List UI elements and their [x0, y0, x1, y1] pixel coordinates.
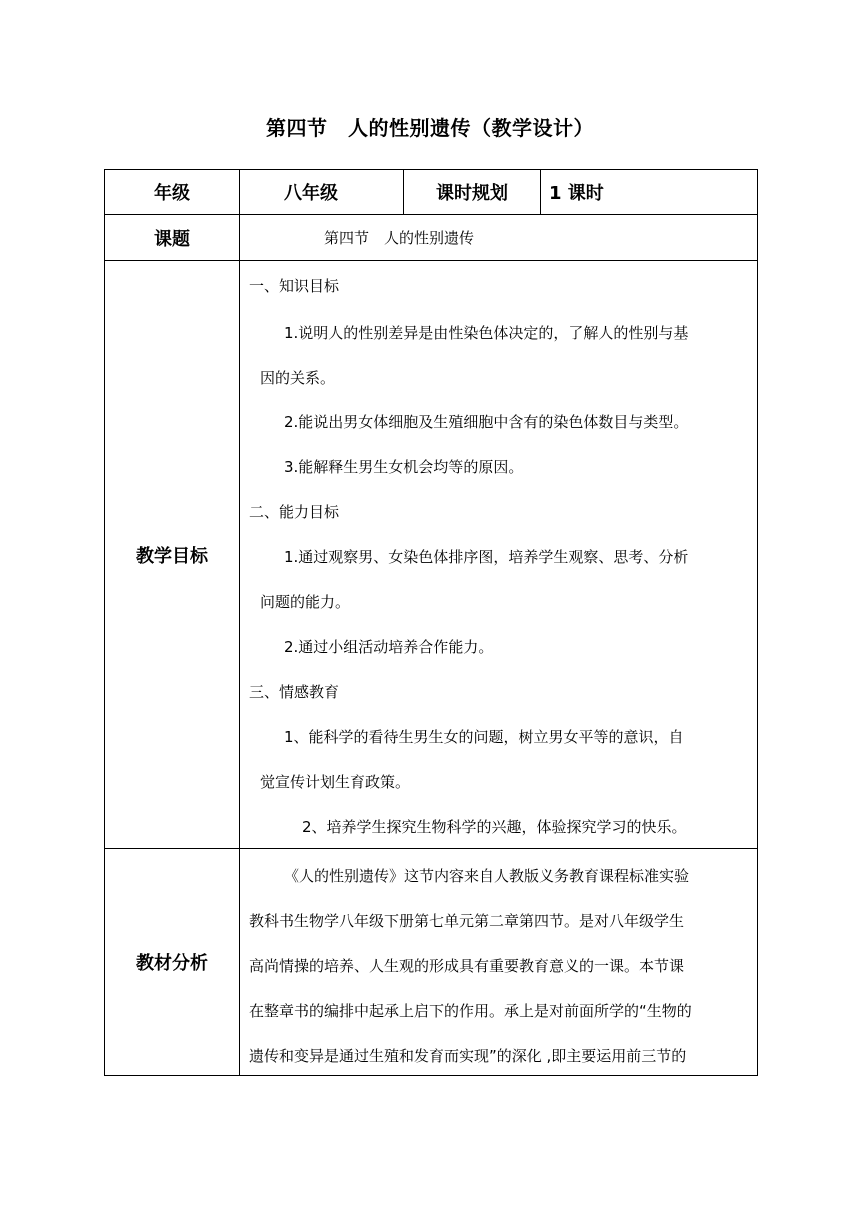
goals-line: 1、能科学的看待生男生女的问题，树立男女平等的意识，自	[284, 728, 684, 746]
goals-line: 2.能说出男女体细胞及生殖细胞中含有的染色体数目与类型。	[284, 413, 689, 431]
goals-heading-ability: 二、能力目标	[249, 503, 340, 521]
topic-row	[105, 215, 758, 261]
goals-line: 3.能解释生男生女机会均等的原因。	[284, 458, 524, 476]
goals-line: 2.通过小组活动培养合作能力。	[284, 638, 494, 656]
document-title: 第四节 人的性别遗传（教学设计）	[266, 116, 594, 140]
analysis-line: 遗传和变异是通过生殖和发育而实现”的深化 ,即主要运用前三节的	[249, 1047, 687, 1065]
goals-row	[105, 261, 758, 849]
goals-content	[240, 261, 757, 848]
goals-line: 2、培养学生探究生物科学的兴趣，体验探究学习的快乐。	[302, 818, 687, 836]
analysis-line: 高尚情操的培养、人生观的形成具有重要教育意义的一课。本节课	[249, 957, 685, 975]
grade-row	[105, 170, 758, 215]
analysis-content	[240, 849, 757, 1075]
analysis-line: 在整章书的编排中起承上启下的作用。承上是对前面所学的“生物的	[249, 1002, 692, 1020]
goals-line: 1.通过观察男、女染色体排序图，培养学生观察、思考、分析	[284, 548, 689, 566]
period-value: 1 课时	[541, 170, 758, 215]
analysis-line: 教科书生物学八年级下册第七单元第二章第四节。是对八年级学生	[249, 912, 685, 930]
goals-line: 觉宣传计划生育政策。	[260, 773, 411, 791]
grade-label: 年级	[105, 170, 240, 215]
goals-heading-knowledge: 一、知识目标	[249, 277, 340, 295]
goals-line: 因的关系。	[260, 369, 336, 387]
grade-value: 八年级	[240, 170, 404, 215]
lesson-plan-table	[104, 169, 758, 1076]
analysis-label: 教材分析	[105, 849, 240, 1076]
goals-line: 1.说明人的性别差异是由性染色体决定的，了解人的性别与基	[284, 324, 689, 342]
topic-label: 课题	[105, 215, 240, 261]
topic-value: 第四节 人的性别遗传	[240, 215, 758, 261]
goals-label: 教学目标	[105, 261, 240, 849]
period-label: 课时规划	[404, 170, 541, 215]
goals-line: 问题的能力。	[260, 593, 351, 611]
analysis-line: 《人的性别遗传》这节内容来自人教版义务教育课程标准实验	[284, 867, 690, 885]
analysis-row	[105, 849, 758, 1076]
goals-cell	[240, 261, 758, 849]
analysis-cell	[240, 849, 758, 1076]
goals-heading-emotion: 三、情感教育	[249, 683, 340, 701]
